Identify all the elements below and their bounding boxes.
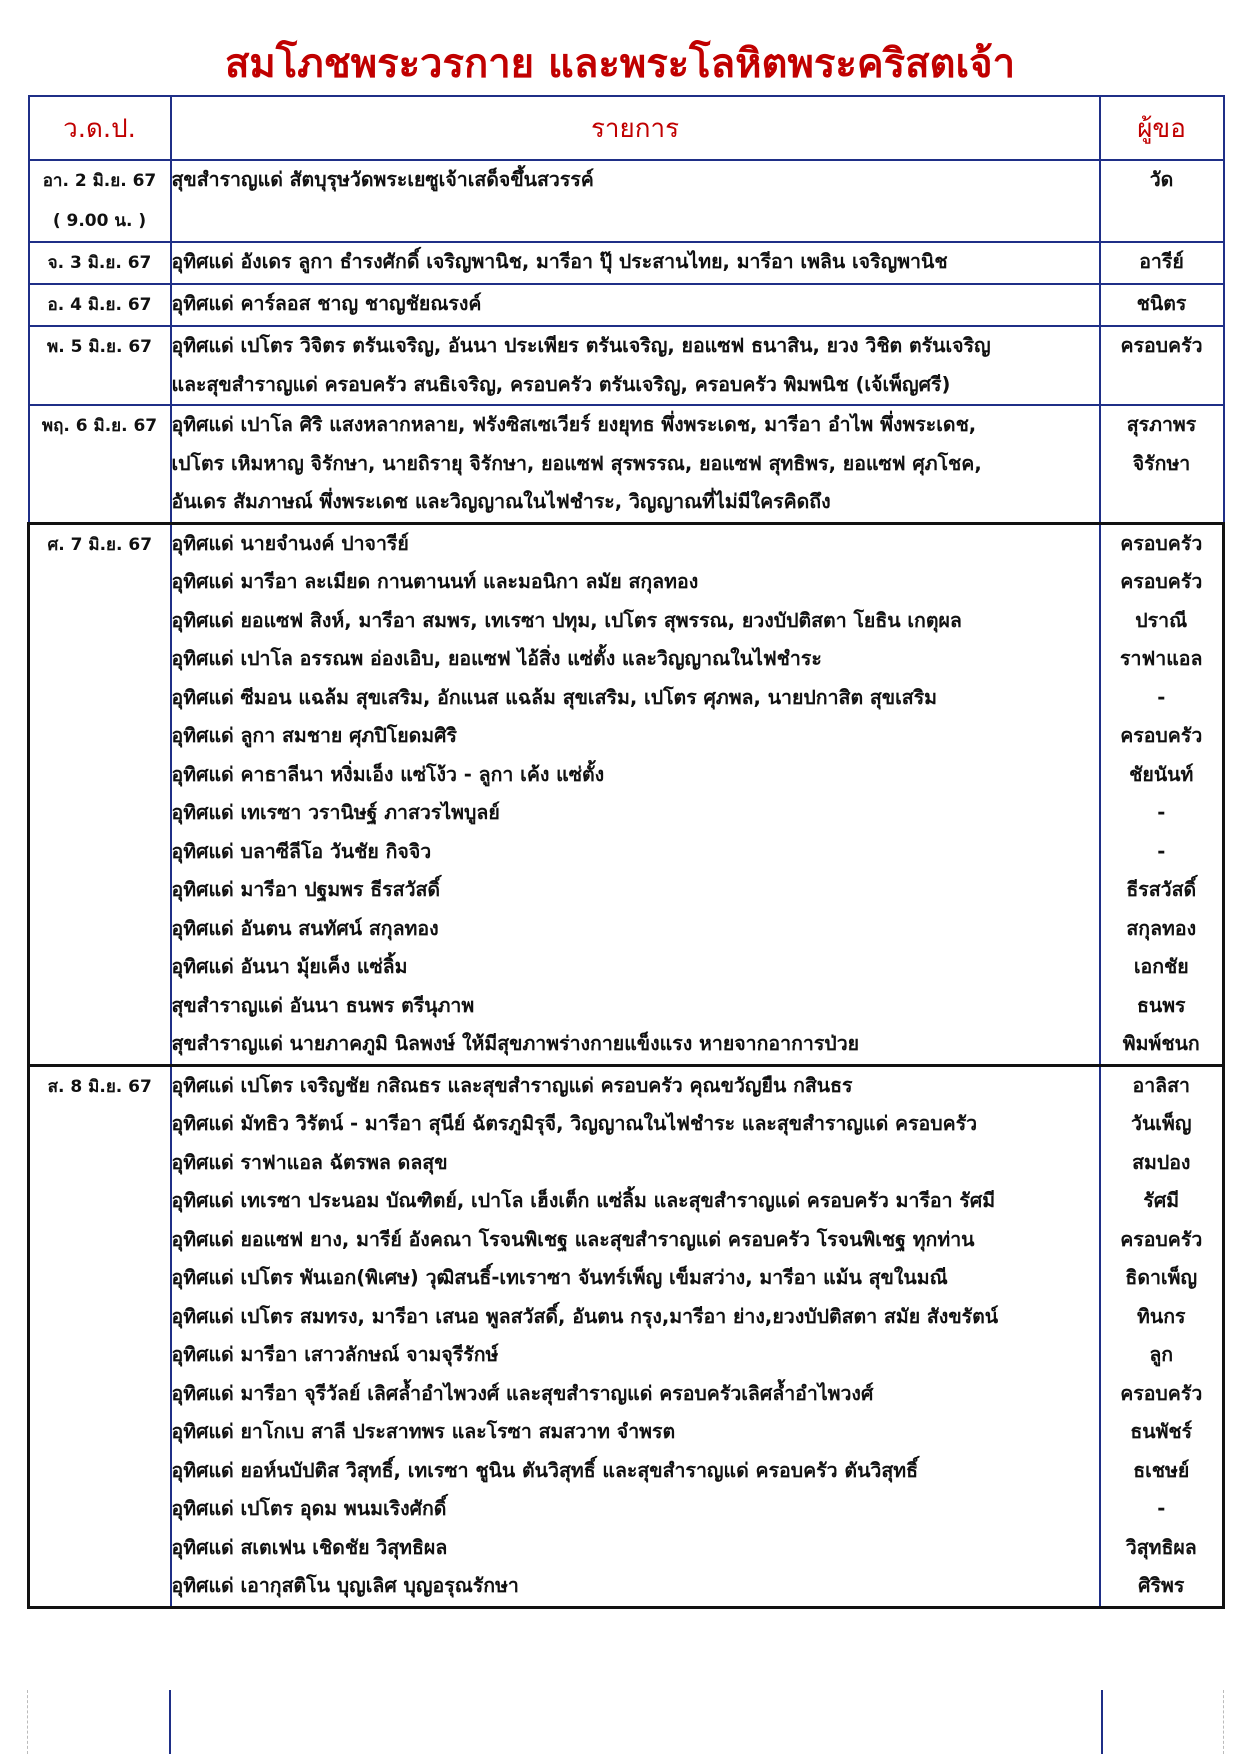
header-requester: ผู้ขอ: [1100, 96, 1224, 160]
table-row: [29, 242, 1224, 284]
table-row: [29, 284, 1224, 326]
intention-cell: [171, 160, 1100, 242]
requester-name: -: [1157, 839, 1166, 863]
intention-line: สุขสำราญแด่ อันนา ธนพร ตรีนุภาพ: [171, 993, 475, 1017]
intention-line: อุทิศแด่ เปโตร อุดม พนมเริงศักดิ์: [171, 1497, 447, 1520]
requester-name: ธีรสวัสดิ์: [1126, 878, 1197, 901]
date-cell: [29, 523, 171, 1065]
intention-line: อุทิศแด่ มารีอา เสาวลักษณ์ จามจุรีรักษ์: [171, 1343, 499, 1366]
intention-cell: [171, 405, 1100, 523]
requester-name: อารีย์: [1139, 250, 1184, 273]
requester-name: ศิริพร: [1138, 1574, 1185, 1597]
intention-line: อุทิศแด่ มารีอา ละเมียด กานตานนท์ และมอนิกา ลมัย สกุลทอง: [171, 570, 699, 593]
table-row: [29, 326, 1224, 405]
requester-name: เอกชัย: [1133, 955, 1189, 978]
intention-line: อันเดร สัมภาษณ์ พึ่งพระเดช และวิญญาณในไฟชำระ, วิญญาณที่ไม่มีใครคิดถึง: [171, 490, 831, 513]
header-items: รายการ: [171, 96, 1100, 160]
requester-name: ธิดาเพ็ญ: [1125, 1266, 1198, 1289]
intention-line: อุทิศแด่ อันตน สนทัศน์ สกุลทอง: [171, 916, 439, 940]
requester-name: วัด: [1149, 168, 1174, 191]
intention-line: อุทิศแด่ ซีมอน แฉล้ม สุขเสริม, อักแนส แฉล้ม สุขเสริม, เปโตร ศุภพล, นายปกาสิต สุขเสริม: [171, 685, 938, 709]
intention-line: อุทิศแด่ เทเรซา ประนอม บัณฑิตย์, เปาโล เฮ็งเต็ก แซ่ลิ้ม และสุขสำราญแด่ ครอบครัว มารีอา รัศมี: [171, 1189, 996, 1212]
requester-name: ครอบครัว: [1120, 334, 1203, 357]
intention-cell: [171, 1065, 1100, 1607]
intention-line: สุขสำราญแด่ นายภาคภูมิ นิลพงษ์ ให้มีสุขภาพร่างกายแข็งแรง หายจากอาการป่วย: [171, 1032, 860, 1055]
requester-name: สุรภาพร: [1126, 413, 1197, 436]
intention-line: อุทิศแด่ ยอแซฟ ยาง, มารีย์ อังคณา โรจนพิเชฐ และสุขสำราญแด่ ครอบครัว โรจนพิเชฐ ทุกท่าน: [171, 1227, 975, 1251]
requester-name: ครอบครัว: [1120, 531, 1203, 555]
table-header-row: [29, 96, 1224, 160]
requester-name: ปราณี: [1135, 608, 1188, 632]
requester-name: -: [1157, 801, 1166, 824]
requester-cell: [1100, 326, 1224, 405]
intention-cell: [171, 242, 1100, 284]
date-text: ( 9.00 น. ): [52, 211, 147, 231]
table-continuation: [27, 1690, 1225, 1754]
requester-name: ลูก: [1149, 1343, 1174, 1366]
requester-name: จิรักษา: [1132, 451, 1191, 475]
intention-line: อุทิศแด่ อังเดร ลูกา ธำรงศักดิ์ เจริญพานิช, มารีอา ปุ๊ ประสานไทย, มารีอา เพลิน เจริญพานิช: [171, 250, 948, 273]
intention-line: อุทิศแด่ เปโตร พันเอก(พิเศษ) วุฒิสนธิ์-เทเราซา จันทร์เพ็ญ เข็มสว่าง, มารีอา แม้น สุขในมณี: [171, 1266, 948, 1289]
intention-line: อุทิศแด่ เปโตร เจริญชัย กสิณธร และสุขสำราญแด่ ครอบครัว คุณขวัญยืน กสินธร: [171, 1073, 853, 1097]
intention-line: อุทิศแด่ ลูกา สมชาย ศุภปิโยดมศิริ: [171, 724, 457, 747]
intention-line: อุทิศแด่ มัทธิว วิรัตน์ - มารีอา สุนีย์ ฉัตรภูมิรุจี, วิญญาณในไฟชำระ และสุขสำราญแด่ ครอบครัว: [171, 1112, 978, 1135]
intention-line: อุทิศแด่ มารีอา ปฐมพร ธีรสวัสดิ์: [171, 878, 441, 901]
requester-name: ธเชษย์: [1133, 1458, 1190, 1482]
table-row: [29, 160, 1224, 242]
intention-line: อุทิศแด่ ยอแซฟ สิงห์, มารีอา สมพร, เทเรซา ปทุม, เปโตร สุพรรณ, ยวงบัปติสตา โยธิน เกตุผล: [171, 608, 962, 632]
requester-cell: [1100, 160, 1224, 242]
intention-line: อุทิศแด่ ราฟาแอล ฉัตรพล ดลสุข: [171, 1150, 448, 1174]
date-text: ศ. 7 มิ.ย. 67: [47, 534, 153, 555]
date-cell: [29, 405, 171, 523]
intention-line: อุทิศแด่ เปาโล ศิริ แสงหลากหลาย, ฟรังซิสเซเวียร์ ยงยุทธ พึ่งพระเดช, มารีอา อำไพ พึ่งพระเดช,: [171, 413, 977, 436]
intention-line: เปโตร เหิมหาญ จิรักษา, นายถิรายุ จิรักษา, ยอแซฟ สุรพรรณ, ยอแซฟ สุทธิพร, ยอแซฟ ศุภโชค,: [171, 451, 982, 475]
requester-cell: [1100, 242, 1224, 284]
intention-line: อุทิศแด่ คาร์ลอส ชาญ ชาญชัยณรงค์: [171, 292, 482, 315]
requester-cell: [1100, 1065, 1224, 1607]
intention-line: อุทิศแด่ มารีอา จุรีวัลย์ เลิศล้ำอำไพวงศ์ และสุขสำราญแด่ ครอบครัวเลิศล้ำอำไพวงศ์: [171, 1381, 874, 1405]
requester-name: ครอบครัว: [1120, 724, 1203, 747]
intention-line: อุทิศแด่ บลาซีลีโอ วันชัย กิจจิว: [171, 839, 432, 863]
requester-name: รัศมี: [1143, 1189, 1180, 1212]
requester-name: วิสุทธิผล: [1125, 1535, 1197, 1559]
date-text: ส. 8 มิ.ย. 67: [47, 1076, 152, 1097]
intention-line: อุทิศแด่ ยอห์นบัปติส วิสุทธิ์, เทเรซา ชูนิน ตันวิสุทธิ์ และสุขสำราญแด่ ครอบครัว ตันวิสุทธิ์: [171, 1458, 919, 1482]
requester-name: -: [1157, 685, 1166, 709]
date-cell: [29, 242, 171, 284]
intention-line: อุทิศแด่ เปาโล อรรณพ อ่องเอิบ, ยอแซฟ ไอ้สิ่ง แซ่ตั้ง และวิญญาณในไฟชำระ: [171, 647, 822, 670]
intention-line: อุทิศแด่ ยาโกเบ สาลี ประสาทพร และโรซา สมสวาท จำพรต: [171, 1420, 676, 1443]
intention-cell: [171, 284, 1100, 326]
requester-name: สกุลทอง: [1126, 916, 1197, 940]
table-row: [29, 523, 1224, 1065]
requester-name: อาลิสา: [1132, 1073, 1190, 1097]
intention-line: สุขสำราญแด่ สัตบุรุษวัดพระเยซูเจ้าเสด็จขึ้นสวรรค์: [171, 168, 594, 191]
date-text: อา. 2 มิ.ย. 67: [42, 171, 157, 191]
requester-name: ชนิตร: [1136, 292, 1187, 315]
requester-name: ครอบครัว: [1120, 1381, 1203, 1405]
date-text: จ. 3 มิ.ย. 67: [47, 253, 152, 273]
requester-name: ราฟาแอล: [1120, 647, 1203, 670]
requester-name: สมปอง: [1132, 1150, 1191, 1174]
table-row: [29, 405, 1224, 523]
intention-cell: [171, 523, 1100, 1065]
page-title: สมโภชพระวรกาย และพระโลหิตพระคริสตเจ้า: [224, 41, 1016, 87]
requester-name: ครอบครัว: [1120, 1227, 1203, 1251]
intention-line: อุทิศแด่ สเตเฟน เชิดชัย วิสุทธิผล: [171, 1535, 448, 1559]
requester-name: วันเพ็ญ: [1131, 1112, 1192, 1135]
mass-intention-table: [27, 95, 1225, 1609]
requester-name: ธนพร: [1136, 993, 1186, 1017]
date-text: พฤ. 6 มิ.ย. 67: [41, 416, 158, 436]
date-text: พ. 5 มิ.ย. 67: [47, 337, 152, 357]
intention-cell: [171, 326, 1100, 405]
date-cell: [29, 326, 171, 405]
requester-cell: [1100, 523, 1224, 1065]
requester-name: -: [1157, 1497, 1166, 1520]
requester-name: ครอบครัว: [1120, 570, 1203, 593]
intention-line: อุทิศแด่ เทเรซา วรานิษฐ์ ภาสวรไพบูลย์: [171, 801, 500, 824]
requester-cell: [1100, 284, 1224, 326]
requester-name: ชัยนันท์: [1129, 762, 1194, 786]
intention-line: อุทิศแด่ อันนา มุ้ยเค็ง แซ่ลิ้ม: [171, 955, 408, 978]
date-text: อ. 4 มิ.ย. 67: [47, 295, 152, 315]
intention-line: อุทิศแด่ คาธาลีนา หงิ่มเอ็ง แซ่โง้ว - ลูกา เค้ง แซ่ตั้ง: [171, 762, 605, 786]
intention-line: อุทิศแด่ เปโตร วิจิตร ตรันเจริญ, อันนา ประเพียร ตรันเจริญ, ยอแซฟ ธนาสิน, ยวง วิชิต ตรันเจริญ: [171, 334, 991, 357]
requester-name: ธนพัชร์: [1130, 1420, 1193, 1443]
intention-line: อุทิศแด่ เปโตร สมทรง, มารีอา เสนอ พูลสวัสดิ์, อันตน กรุง,มารีอา ย่าง,ยวงบัปติสตา สมัย สังขรัตน์: [171, 1304, 999, 1328]
date-cell: [29, 284, 171, 326]
requester-name: พิมพ์ชนก: [1122, 1032, 1200, 1055]
intention-line: อุทิศแด่ เอากุสติโน บุญเลิศ บุญอรุณรักษา: [171, 1574, 519, 1597]
date-cell: [29, 1065, 171, 1607]
requester-name: ทินกร: [1137, 1304, 1186, 1328]
table-row: [29, 1065, 1224, 1607]
date-cell: [29, 160, 171, 242]
intention-line: อุทิศแด่ นายจำนงค์ ปาจารีย์: [171, 531, 409, 555]
requester-cell: [1100, 405, 1224, 523]
table-body: [29, 160, 1224, 1607]
intention-line: และสุขสำราญแด่ ครอบครัว สนธิเจริญ, ครอบครัว ตรันเจริญ, ครอบครัว พิมพนิช (เจ้เพ็ญศรี): [171, 372, 951, 396]
header-date: ว.ด.ป.: [29, 96, 171, 160]
